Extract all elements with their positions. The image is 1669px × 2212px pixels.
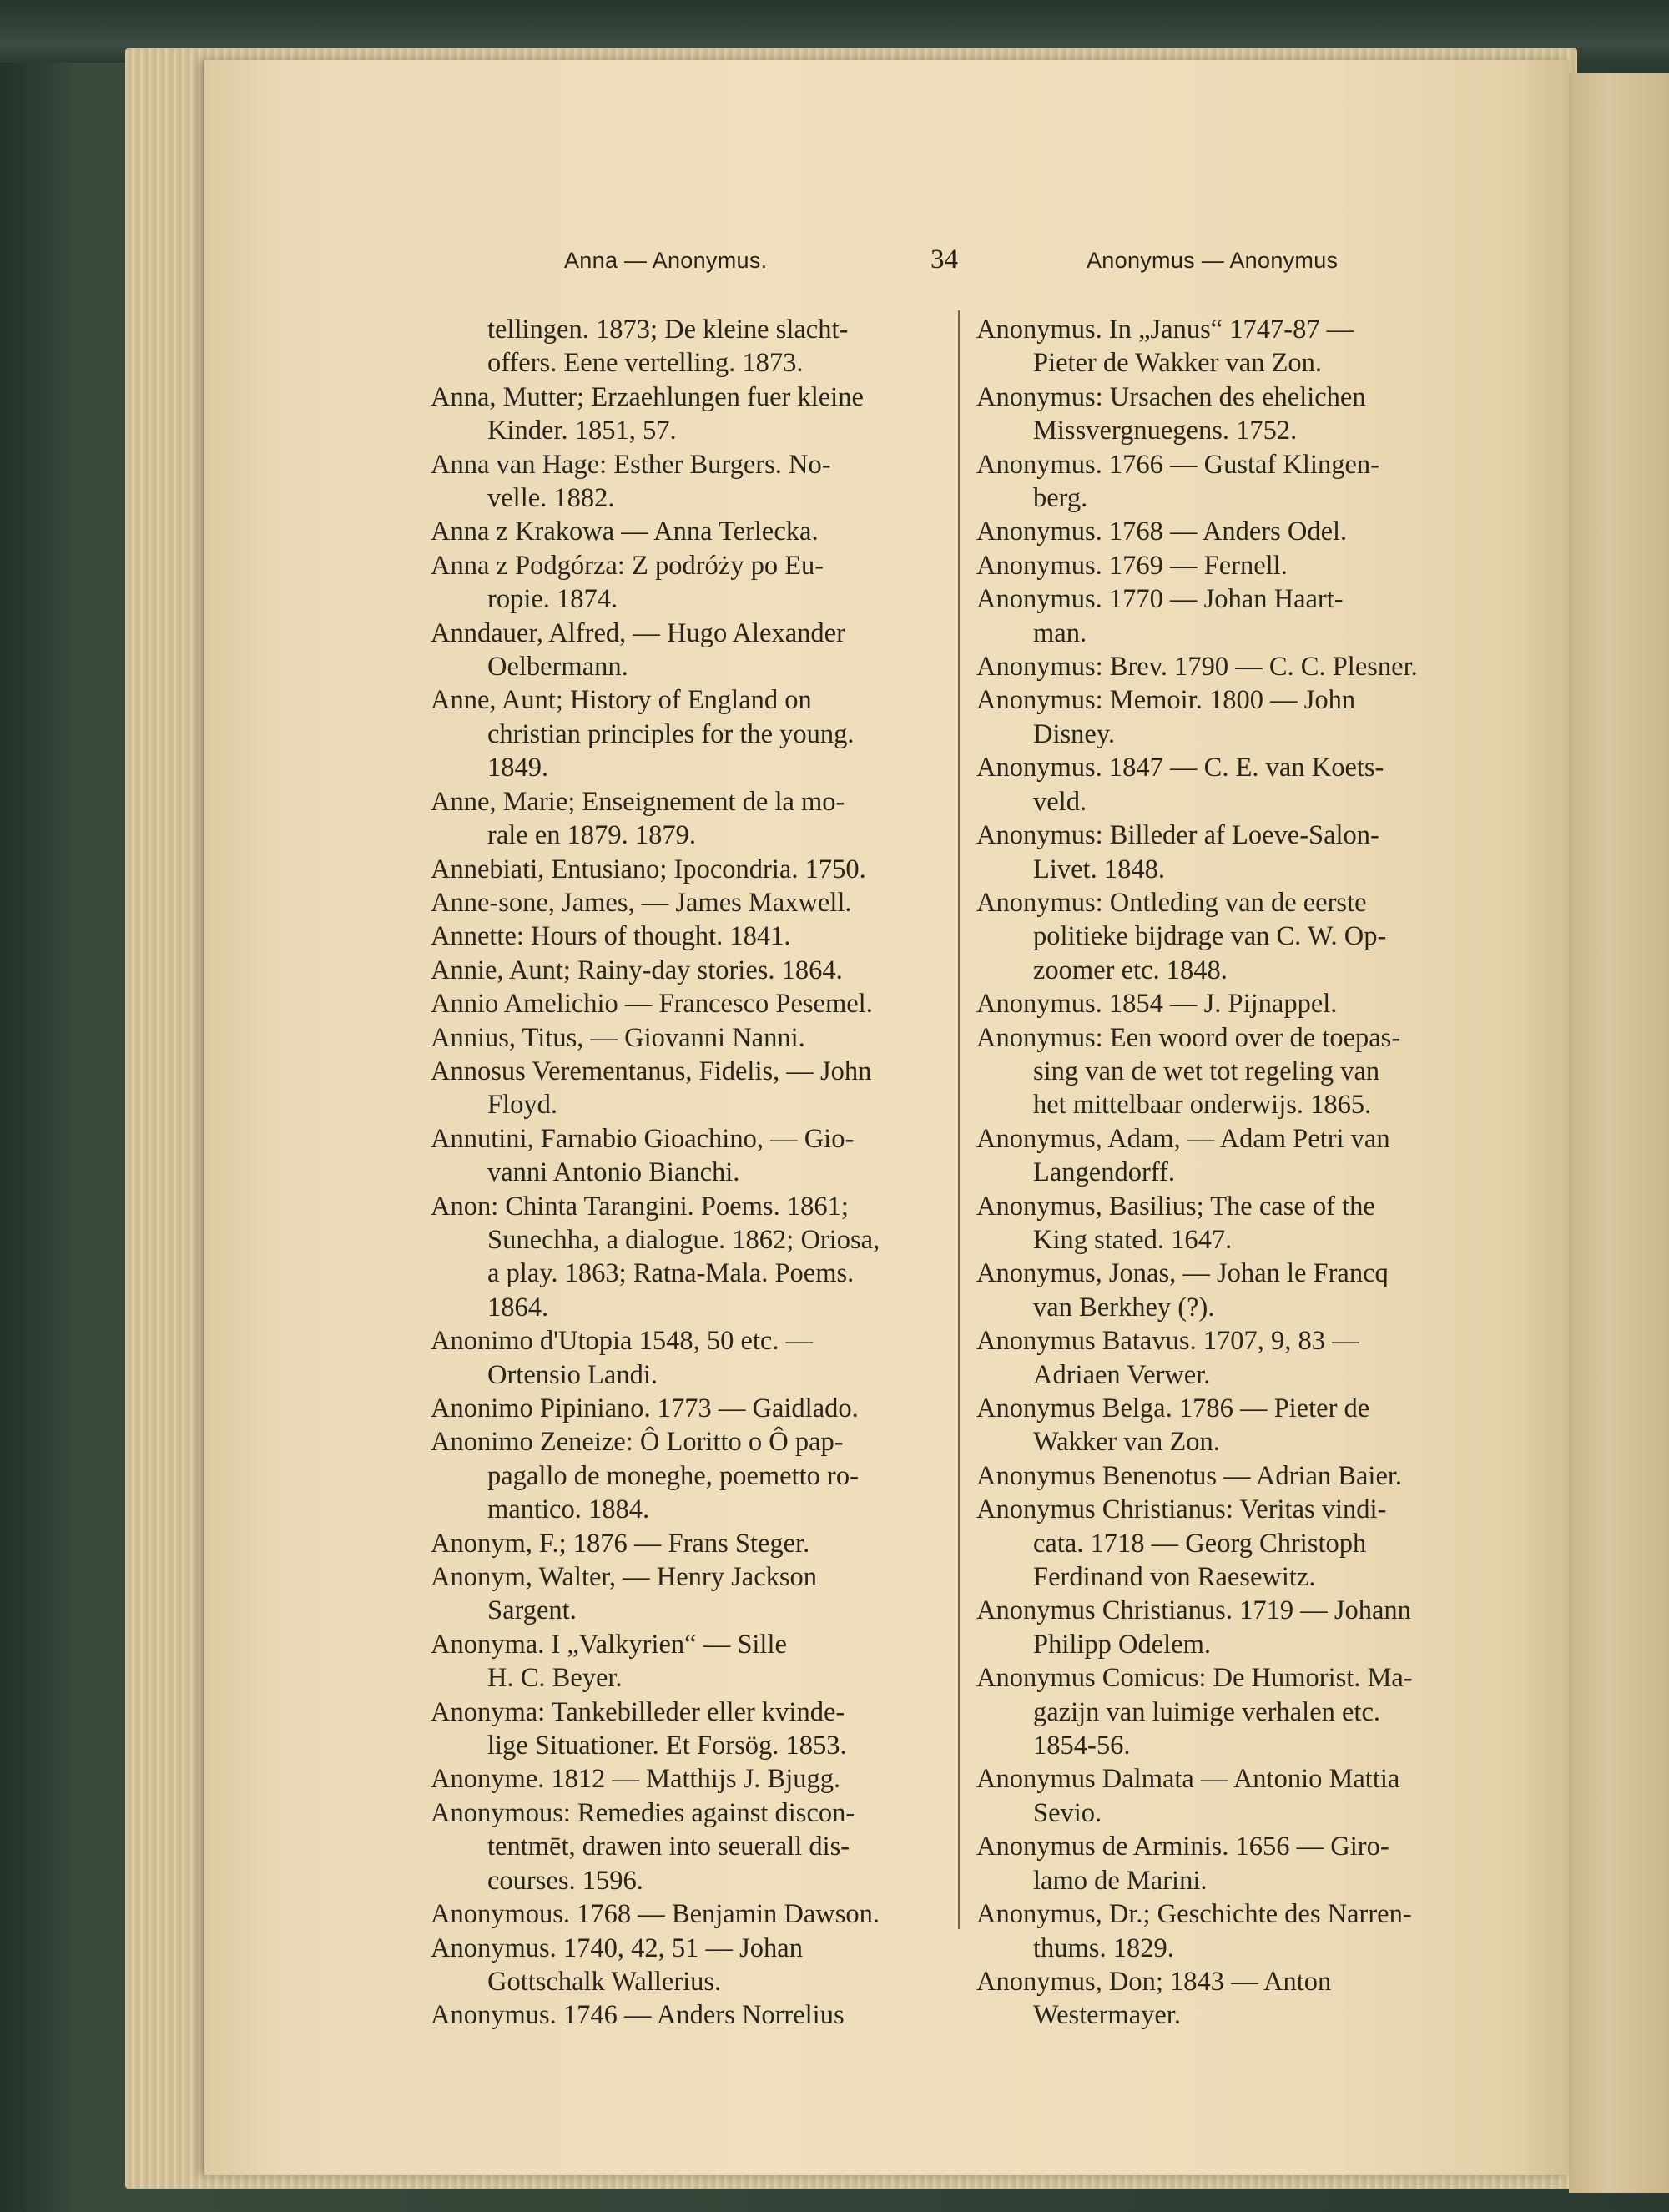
register-line: Anonymus. 1746 — Anders Norrelius (431, 2000, 845, 2031)
register-line: Anonymus: Een woord over de toepas- (976, 1022, 1401, 1053)
register-line: Anonymus. In „Janus“ 1747-87 — (976, 315, 1354, 345)
register-line: Anonymus. 1769 — Fernell. (976, 550, 1288, 581)
register-line: Anna van Hage: Esther Burgers. No- (431, 449, 831, 480)
register-line: Anonymus Christianus. 1719 — Johann (976, 1595, 1411, 1626)
register-line: Sargent. (487, 1595, 577, 1626)
register-line: ropie. 1874. (487, 584, 618, 615)
register-line: Annosus Verementanus, Fidelis, — John (431, 1056, 872, 1086)
register-line: van Berkhey (?). (1033, 1292, 1215, 1323)
register-line: veld. (1033, 786, 1087, 817)
register-line: 1849. (487, 753, 549, 784)
register-line: Anonimo Zeneize: Ô Loritto o Ô pap- (431, 1427, 844, 1458)
header-left-catchword: Anna — Anonymus. (564, 248, 768, 273)
register-line: Anonyma. I „Valkyrien“ — Sille (431, 1629, 787, 1660)
register-line: velle. 1882. (487, 483, 615, 514)
register-line: Philipp Odelem. (1033, 1629, 1212, 1660)
page-number: 34 (930, 244, 958, 275)
register-line: Sunechha, a dialogue. 1862; Oriosa, (487, 1224, 880, 1255)
running-header (0, 244, 1669, 281)
register-line: Kinder. 1851, 57. (487, 416, 677, 446)
register-line: Anonymus, Don; 1843 — Anton (976, 1966, 1332, 1997)
register-line: sing van de wet tot regeling van (1033, 1056, 1380, 1086)
register-line: lige Situationer. Et Forsög. 1853. (487, 1731, 847, 1761)
register-line: Anna z Podgórza: Z podróży po Eu- (431, 550, 824, 581)
register-line: Anne, Aunt; History of England on (431, 685, 812, 716)
register-line: man. (1033, 617, 1087, 648)
register-line: Wakker van Zon. (1033, 1427, 1220, 1458)
register-line: Anonymus: Billeder af Loeve-Salon- (976, 820, 1379, 851)
register-line: Anonymus. 1854 — J. Pijnappel. (976, 989, 1338, 1020)
register-line: christian principles for the young. (487, 718, 855, 749)
register-line: Gottschalk Wallerius. (487, 1966, 722, 1997)
register-line: Anonymus. 1766 — Gustaf Klingen- (976, 449, 1379, 480)
register-line: thums. 1829. (1033, 1932, 1174, 1963)
register-line: Anonymus Comicus: De Humorist. Ma- (976, 1663, 1413, 1694)
register-line: Missvergnuegens. 1752. (1033, 416, 1298, 446)
register-line: Anonymus Christianus: Veritas vindi- (976, 1494, 1387, 1525)
register-line: Floyd. (487, 1090, 557, 1121)
register-line: berg. (1033, 483, 1088, 514)
register-line: H. C. Beyer. (487, 1663, 623, 1694)
register-line: Anonymus: Memoir. 1800 — John (976, 685, 1356, 716)
register-line: rale en 1879. 1879. (487, 820, 697, 851)
register-line: Anonimo d'Utopia 1548, 50 etc. — (431, 1326, 814, 1357)
register-line: Anonymus Dalmata — Antonio Mattia (976, 1764, 1400, 1795)
register-line: Annette: Hours of thought. 1841. (431, 921, 791, 952)
register-line: Anne, Marie; Enseignement de la mo- (431, 786, 845, 817)
register-line: Annius, Titus, — Giovanni Nanni. (431, 1022, 805, 1053)
register-line: Anonymus. 1768 — Anders Odel. (976, 516, 1348, 547)
register-line: 1854-56. (1033, 1731, 1131, 1761)
register-line: het mittelbaar onderwijs. 1865. (1033, 1090, 1372, 1121)
register-line: Anna, Mutter; Erzaehlungen fuer kleine (431, 381, 864, 412)
register-line: Annie, Aunt; Rainy-day stories. 1864. (431, 955, 843, 985)
register-line: Anonymus. 1847 — C. E. van Koets- (976, 753, 1384, 784)
register-line: Annebiati, Entusiano; Ipocondria. 1750. (431, 854, 866, 884)
register-line: Sevio. (1033, 1797, 1102, 1828)
register-line: Anonymus, Basilius; The case of the (976, 1191, 1375, 1222)
register-line: Anonymus: Ursachen des ehelichen (976, 381, 1366, 412)
register-line: Anonimo Pipiniano. 1773 — Gaidlado. (431, 1393, 859, 1423)
register-line: King stated. 1647. (1033, 1224, 1233, 1255)
register-line: 1864. (487, 1292, 549, 1323)
register-line: Anonymus: Brev. 1790 — C. C. Plesner. (976, 652, 1418, 683)
register-line: tellingen. 1873; De kleine slacht- (487, 315, 849, 345)
register-line: Anonym, F.; 1876 — Frans Steger. (431, 1528, 810, 1559)
register-line: Annutini, Farnabio Gioachino, — Gio- (431, 1123, 855, 1154)
register-line: Anonymous: Remedies against discon- (431, 1797, 855, 1828)
register-line: Anonymus: Ontleding van de eerste (976, 887, 1367, 918)
register-line: a play. 1863; Ratna-Mala. Poems. (487, 1258, 855, 1289)
register-line: zoomer etc. 1848. (1033, 955, 1228, 985)
column-divider (958, 310, 960, 1929)
register-line: offers. Eene vertelling. 1873. (487, 348, 804, 379)
register-line: Anonyme. 1812 — Matthijs J. Bjugg. (431, 1764, 841, 1795)
register-line: Anonymus Batavus. 1707, 9, 83 — (976, 1326, 1359, 1357)
register-line: Anonymus Belga. 1786 — Pieter de (976, 1393, 1370, 1423)
register-line: gazijn van luimige verhalen etc. (1033, 1696, 1381, 1727)
register-line: Anon: Chinta Tarangini. Poems. 1861; (431, 1191, 849, 1222)
left-column (431, 313, 923, 2033)
register-line: Disney. (1033, 718, 1116, 749)
register-line: Westermayer. (1033, 2000, 1181, 2031)
register-line: Anna z Krakowa — Anna Terlecka. (431, 516, 819, 547)
register-line: Anonymus, Jonas, — Johan le Francq (976, 1258, 1389, 1289)
register-line: Annio Amelichio — Francesco Pesemel. (431, 989, 873, 1020)
register-line: Anonymus. 1740, 42, 51 — Johan (431, 1932, 803, 1963)
header-right-catchword: Anonymus — Anonymus (1087, 248, 1339, 273)
register-line: Anonymus, Adam, — Adam Petri van (976, 1123, 1390, 1154)
register-line: Anonymus. 1770 — Johan Haart- (976, 584, 1344, 615)
register-line: Pieter de Wakker van Zon. (1033, 348, 1323, 379)
register-line: Anonymus, Dr.; Geschichte des Narren- (976, 1899, 1412, 1930)
register-line: politieke bijdrage van C. W. Op- (1033, 921, 1387, 952)
facing-page-edge (1569, 73, 1669, 2193)
register-line: Anonyma: Tankebilleder eller kvinde- (431, 1696, 845, 1727)
register-line: Livet. 1848. (1033, 854, 1165, 884)
register-line: cata. 1718 — Georg Christoph (1033, 1528, 1367, 1559)
register-line: Anonym, Walter, — Henry Jackson (431, 1562, 818, 1593)
register-line: courses. 1596. (487, 1865, 643, 1896)
register-line: Anonymus Benenotus — Adrian Baier. (976, 1460, 1403, 1491)
register-line: Anndauer, Alfred, — Hugo Alexander (431, 617, 845, 648)
register-line: Oelbermann. (487, 652, 628, 683)
register-line: Adriaen Verwer. (1033, 1359, 1211, 1390)
register-line: Langendorff. (1033, 1157, 1175, 1188)
register-line: Anonymous. 1768 — Benjamin Dawson. (431, 1899, 880, 1930)
right-column (976, 313, 1469, 2033)
register-line: Ferdinand von Raesewitz. (1033, 1562, 1316, 1593)
register-line: vanni Antonio Bianchi. (487, 1157, 740, 1188)
register-line: lamo de Marini. (1033, 1865, 1208, 1896)
register-line: Anne-sone, James, — James Maxwell. (431, 887, 852, 918)
register-line: tentmēt, drawen into seuerall dis- (487, 1832, 850, 1862)
register-line: pagallo de moneghe, poemetto ro- (487, 1460, 859, 1491)
register-line: Ortensio Landi. (487, 1359, 658, 1390)
register-line: Anonymus de Arminis. 1656 — Giro- (976, 1832, 1389, 1862)
register-line: mantico. 1884. (487, 1494, 650, 1525)
